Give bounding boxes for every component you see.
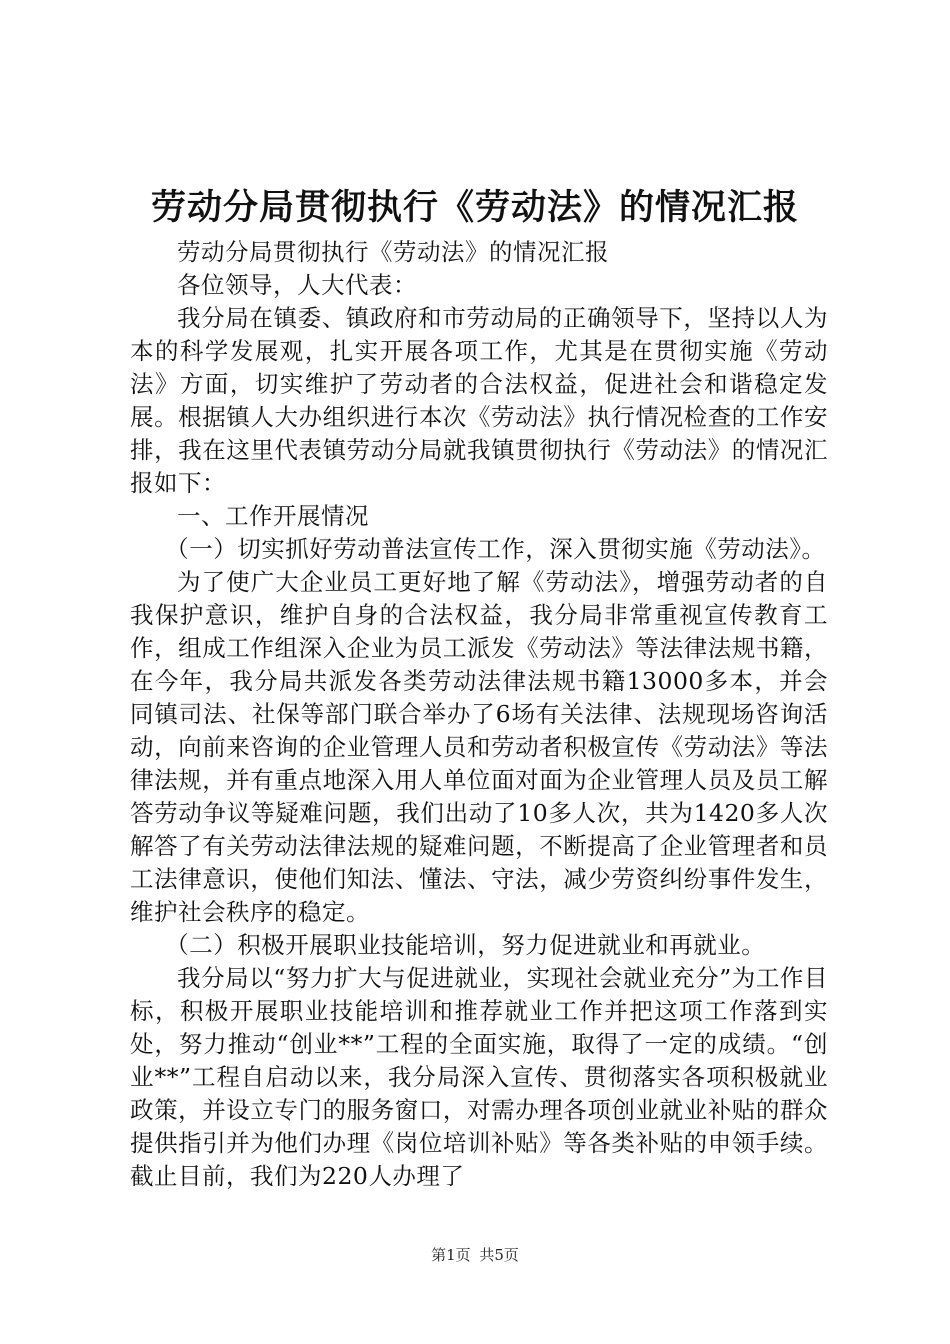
subsection-heading-2: （二）积极开展职业技能培训，努力促进就业和再就业。 bbox=[165, 931, 766, 959]
page-total: 共5页 bbox=[479, 1246, 519, 1264]
subtitle-paragraph: 劳动分局贯彻执行《劳动法》的情况汇报 bbox=[177, 238, 609, 266]
intro-paragraph: 我分局在镇委、镇政府和市劳动局的正确领导下，坚持以人为本的科学发展观，扎实开展各项工作，尤其是在贯彻实施《劳动法》方面，切实维护了劳动者的合法权益，促进社会和谐稳定发展。根据镇人大办组织进行本次《劳动法》执行情况检查的工作安排，我在这里代表镇劳动分局就我镇贯彻执行《劳动法》的情况汇报如下： bbox=[130, 304, 828, 497]
body-paragraph-2: 我分局以“努力扩大与促进就业，实现社会就业充分”为工作目标，积极开展职业技能培训和推荐就业工作并把这项工作落到实处，努力推动“创业**”工程的全面实施，取得了一定的成绩。“创业**”工程自启动以来，我分局深入宣传、贯彻落实各项积极就业政策，并设立专门的服务窗口，对需办理各项创业就业补贴的群众提供指引并为他们办理《岗位培训补贴》等各类补贴的申领手续。截止目前，我们为220人办理了 bbox=[130, 964, 828, 1190]
salutation-paragraph: 各位领导，人大代表： bbox=[177, 271, 417, 299]
section-heading: 一、工作开展情况 bbox=[177, 502, 369, 530]
document-title: 劳动分局贯彻执行《劳动法》的情况汇报 bbox=[150, 188, 799, 228]
body-paragraph-1: 为了使广大企业员工更好地了解《劳动法》，增强劳动者的自我保护意识，维护自身的合法权益，我分局非常重视宣传教育工作，组成工作组深入企业为员工派发《劳动法》等法律法规书籍，在今年，我分局共派发各类劳动法律法规书籍13000多本，并会同镇司法、社保等部门联合举办了6场有关法律、法规现场咨询活动，向前来咨询的企业管理人员和劳动者积极宣传《劳动法》等法律法规，并有重点地深入用人单位面对面为企业管理人员及员工解答劳动争议等疑难问题，我们出动了10多人次，共为1420多人次解答了有关劳动法律法规的疑难问题，不断提高了企业管理者和员工法律意识，使他们知法、懂法、守法，减少劳资纠纷事件发生，维护社会秩序的稳定。 bbox=[130, 568, 828, 926]
document-body bbox=[130, 236, 828, 1193]
page-number: 第1页 bbox=[431, 1246, 471, 1264]
page-footer bbox=[0, 1245, 950, 1265]
subsection-heading-1: （一）切实抓好劳动普法宣传工作，深入贯彻实施《劳动法》。 bbox=[165, 535, 826, 563]
